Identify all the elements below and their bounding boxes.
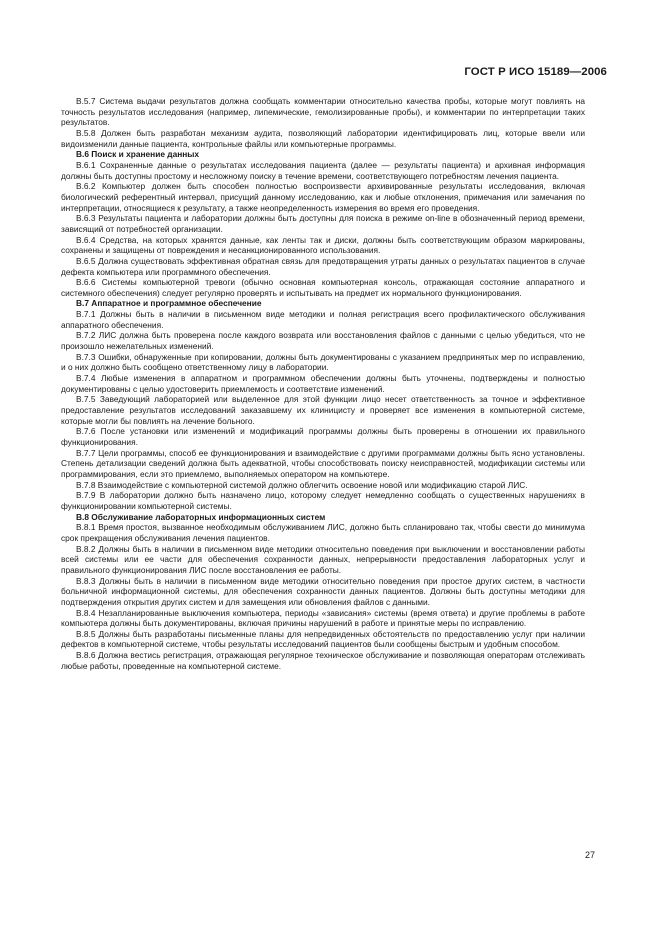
paragraph: В.5.8 Должен быть разработан механизм аудита, позволяющий лаборатории идентифицировать лиц, которые ввели или видоизменили данные пациента, контрольные файлы или компьютерные программы. (61, 127, 585, 149)
paragraph: В.7.8 Взаимодействие с компьютерной системой должно облегчить освоение новой или модификацию старой ЛИС. (76, 479, 528, 490)
paragraph: В.8.5 Должны быть разработаны письменные планы для непредвиденных обстоятельств по предоставлению услуг при наличии дефектов в компьютерной системе, чтобы результаты исследований пациентов были сообщены быстрым и удобным способом. (61, 628, 585, 650)
paragraph: В.8.2 Должны быть в наличии в письменном виде методики относительно поведения при выключении и восстановлении работы всей системы или ее части для обеспечения сохранности данных, непрерывности предоставления лабораторных услуг и правильного функционирования ЛИС после восстановления ее работы. (61, 543, 585, 575)
paragraph: В.7.5 Заведующий лабораторией или выделенное для этой функции лицо несет ответственность за точное и эффективное предоставление результатов исследований заказавшему их клиницисту и проверяет все изменения в компьютерной системе, которые могли бы повлиять на лечение больного. (61, 394, 585, 426)
paragraph: В.6.5 Должна существовать эффективная обратная связь для предотвращения утраты данных о результатах пациентов в случае дефекта компьютера или программного обеспечения. (61, 255, 585, 277)
paragraph: В.6.6 Системы компьютерной тревоги (обычно основная компьютерная консоль, отражающая состояние аппаратного и системного обеспечения) следует регулярно проверять и испытывать на предмет их нормального функционирования. (61, 277, 585, 298)
paragraph: В.7.7 Цели программы, способ ее функционирования и взаимодействие с другими программами должны быть ясно установлены. Степень детализации сведений должна быть адекватной, чтобы способствовать поиску неисправностей, модификации системы или программирования, если это приемлемо, выполняемых оператором на компьютере. (61, 447, 585, 479)
paragraph: В.7.3 Ошибки, обнаруженные при копировании, должны быть документированы с указанием предпринятых мер по исправлению, и о них должно быть сообщено ответственному лицу в лаборатории. (61, 351, 585, 373)
document-header: ГОСТ Р ИСО 15189—2006 (464, 66, 607, 78)
paragraph: В.6.2 Компьютер должен быть способен полностью воспроизвести архивированные результаты исследования, включая биологический референтный интервал, присущий данному исследованию, как и любые отклонения, примечания или замечания по интерпретации, относящиеся к результату, а также неопределенность измерения во время его проведения. (61, 181, 585, 213)
paragraph: В.7.4 Любые изменения в аппаратном и программном обеспечении должны быть уточнены, подтверждены и полностью документированы с целью удостоверить приемлемость и соответствие изменений. (61, 373, 585, 394)
paragraph: В.5.7 Система выдачи результатов должна сообщать комментарии относительно качества пробы, которые могут повлиять на точность результатов исследования (например, липемические, гемолизированные пробы), и комментарии по интерпретации таких результатов. (61, 96, 585, 128)
paragraph: В.7.6 После установки или изменений и модификаций программы должны быть проверены в отношении их правильного функционирования. (61, 426, 585, 447)
paragraph: В.7.1 Должны быть в наличии в письменном виде методики и полная регистрация всего профилактического обслуживания аппаратного обеспечения. (61, 309, 585, 330)
section-heading: В.7 Аппаратное и программное обеспечение (76, 298, 262, 309)
page-number: 27 (584, 850, 595, 860)
paragraph: В.6.1 Сохраненные данные о результатах исследования пациента (далее — результаты пациента) и архивная информация должны быть доступны простому и несложному поиску в течение времени, соответствующего потребностям лечения пациента. (61, 159, 585, 181)
paragraph: В.8.3 Должны быть в наличии в письменном виде методики относительно поведения при простое других систем, в частности больничной информационной системы, для обеспечения сохранности данных пациентов. Должны быть доступны методики для подтверждения открытия других систем и для замещения или обновления файлов с данными. (61, 575, 585, 607)
section-heading: В.6 Поиск и хранение данных (76, 149, 200, 160)
paragraph: В.6.3 Результаты пациента и лаборатории должны быть доступны для поиска в режиме on-line в обозначенный период времени, зависящий от потребностей организации. (61, 213, 585, 234)
document-body (61, 96, 585, 671)
paragraph: В.8.6 Должна вестись регистрация, отражающая регулярное техническое обслуживание и позволяющая операторам отслеживать любые работы, проведенные на компьютерной системе. (61, 650, 585, 671)
section-heading: В.8 Обслуживание лабораторных информационных систем (76, 511, 326, 522)
paragraph: В.8.4 Незапланированные выключения компьютера, периоды «зависания» системы (время ответа) и другие проблемы в работе компьютера должны быть документированы, включая причины нарушений в работе и принятые меры по исправлению. (61, 607, 585, 629)
paragraph: В.6.4 Средства, на которых хранятся данные, как ленты так и диски, должны быть соответствующим образом маркированы, сохранены и защищены от повреждения и несанкционированного использования. (61, 234, 585, 256)
paragraph: В.8.1 Время простоя, вызванное необходимым обслуживанием ЛИС, должно быть спланировано так, чтобы свести до минимума срок прекращения обслуживания лечения пациентов. (61, 522, 585, 543)
paragraph: В.7.9 В лаборатории должно быть назначено лицо, которому следует немедленно сообщать о существенных нарушениях в функционировании компьютерной системы. (61, 490, 585, 511)
paragraph: В.7.2 ЛИС должна быть проверена после каждого возврата или восстановления файлов с данными с целью убедиться, что не произошло нежелательных изменений. (61, 330, 585, 352)
